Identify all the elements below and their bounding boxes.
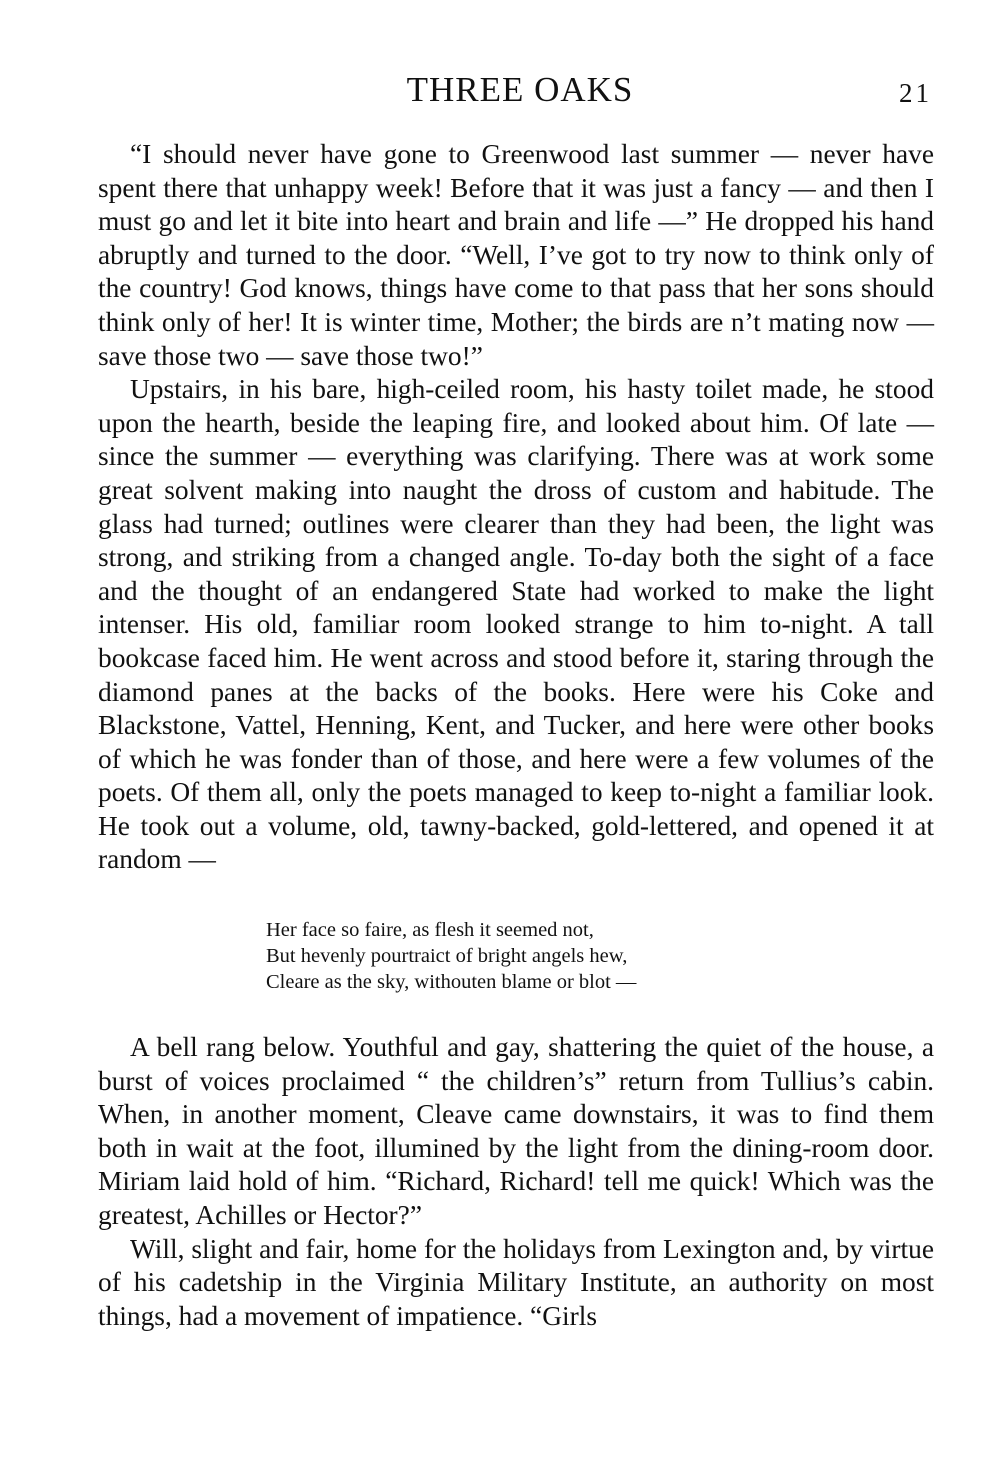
paragraph: Upstairs, in his bare, high-ceiled room, his hasty toilet made, he stood upon the hearth, beside the leaping fire, and looked about him. Of late — since the summer — everything was clarifying. There was at work some great solvent making into naught the dross of custom and habitude. The glass had turned; outlines were clearer than they had been, the light was strong, and striking from a changed angle. To-day both the sight of a face and the thought of an endangered State had worked to make the light intenser. His old, familiar room looked strange to him to-night. A tall bookcase faced him. He went across and stood before it, staring through the diamond panes at the backs of the books. Here were his Coke and Blackstone, Vattel, Henning, Kent, and Tucker, and here were other books of which he was fonder than of those, and here were a few volumes of the poets. Of them all, only the poets managed to keep to-night a familiar look. He took out a volume, old, tawny-backed, gold-lettered, and opened it at random —: [98, 374, 934, 875]
body-text: [98, 138, 934, 1333]
running-head: [100, 68, 940, 112]
verse-quotation: [266, 917, 934, 995]
verse-line: Cleare as the sky, withouten blame or blot —: [266, 971, 637, 994]
verse-line: But hevenly pourtraict of bright angels hew,: [266, 945, 628, 968]
paragraph: “I should never have gone to Greenwood last summer — never have spent there that unhappy week! Before that it was just a fancy — and then I must go and let it bite into heart and brain and life —” He dropped his hand abruptly and turned to the door. “Well, I’ve got to try now to think only of the country! God knows, things have come to that pass that her sons should think only of her! It is winter time, Mother; the birds are n’t mating now — save those two — save those two!”: [98, 139, 934, 371]
page-title: THREE OAKS: [406, 70, 634, 109]
verse-line: Her face so faire, as flesh it seemed not,: [266, 919, 594, 942]
paragraph: Will, slight and fair, home for the holidays from Lexington and, by virtue of his cadetship in the Virginia Military Institute, an authority on most things, had a movement of impatience. “Girls: [98, 1233, 934, 1331]
page-number: 21: [899, 78, 932, 108]
paragraph: A bell rang below. Youthful and gay, shattering the quiet of the house, a burst of voices proclaimed “ the children’s” return from Tullius’s cabin. When, in another moment, Cleave came downstairs, it was to find them both in wait at the foot, illumined by the light from the dining-room door. Miriam laid hold of him. “Richard, Richard! tell me quick! Which was the greatest, Achilles or Hector?”: [98, 1032, 934, 1231]
